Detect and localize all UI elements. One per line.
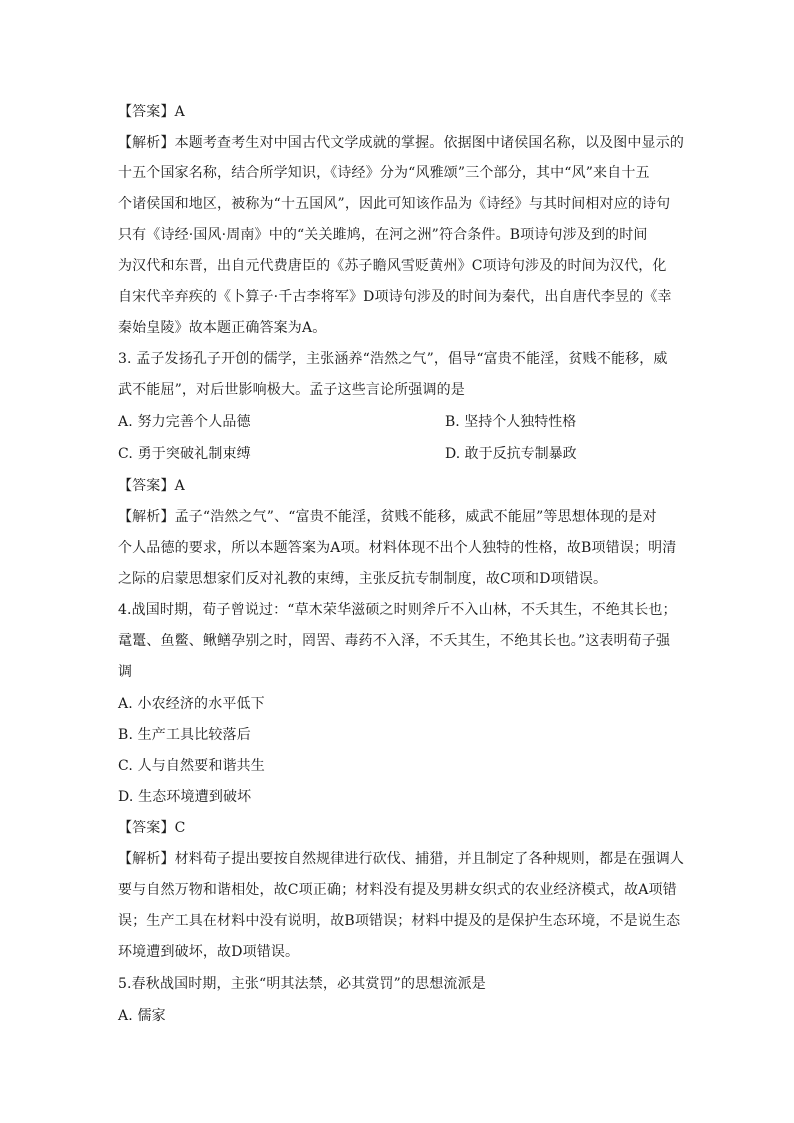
q4-analysis-line: 误；生产工具在材料中没有说明，故B项错误；材料中提及的是保护生态环境，不是说生态 [118, 913, 681, 929]
q3-option-c: C. 勇于突破礼制束缚 [118, 446, 251, 462]
q3-stem-line: 3. 孟子发扬孔子开创的儒学，主张涵养“浩然之气”，倡导“富贵不能淫，贫贱不能移，威 [118, 351, 668, 367]
q4-option-d: D. 生态环境遭到破坏 [118, 789, 252, 805]
q2-analysis-line: 个诸侯国和地区，被称为“十五国风”，因此可知该作品为《诗经》与其时间相对应的诗句 [118, 196, 671, 212]
q2-analysis-line: 秦始皇陵》故本题正确答案为A。 [118, 320, 327, 336]
q4-analysis-line: 【解析】材料荀子提出要按自然规律进行砍伐、捕猎，并且制定了各种规则，都是在强调人 [118, 851, 684, 867]
q3-analysis-line: 个人品德的要求，所以本题答案为A项。材料体现不出个人独特的性格，故B项错误；明清 [118, 540, 677, 556]
q4-analysis-line: 环境遭到破坏，故D项错误。 [118, 944, 300, 960]
q4-option-c: C. 人与自然要和谐共生 [118, 758, 265, 774]
q3-option-a: A. 努力完善个人品德 [118, 414, 251, 430]
q2-analysis-line: 十五个国家名称，结合所学知识，《诗经》分为“风雅颂”三个部分，其中“风”来自十五 [118, 165, 650, 181]
q3-stem-line: 武不能屈”，对后世影响极大。孟子这些言论所强调的是 [118, 382, 465, 398]
q4-option-a: A. 小农经济的水平低下 [118, 696, 265, 712]
q3-answer: 【答案】A [118, 478, 185, 494]
q2-answer: 【答案】A [118, 104, 185, 120]
q3-analysis-line: 之际的启蒙思想家们反对礼教的束缚，主张反抗专制制度，故C项和D项错误。 [118, 571, 608, 587]
q5-stem-line: 5.春秋战国时期，主张“明其法禁，必其赏罚”的思想流派是 [118, 976, 486, 992]
q2-analysis-line: 只有《诗经·国风·周南》中的“关关雎鸠，在河之洲”符合条件。B项诗句涉及到的时间 [118, 227, 648, 243]
q3-analysis-line: 【解析】孟子“浩然之气”、“富贵不能淫，贫贱不能移，威武不能屈”等思想体现的是对 [118, 509, 657, 525]
q4-option-b: B. 生产工具比较落后 [118, 727, 251, 743]
q3-option-d: D. 敢于反抗专制暴政 [445, 446, 577, 462]
q4-answer: 【答案】C [118, 820, 186, 836]
q2-analysis-line: 为汉代和东晋，出自元代费唐臣的《苏子瞻风雪贬黄州》C项诗句涉及的时间为汉代，化 [118, 258, 667, 274]
q4-analysis-line: 要与自然万物和谐相处，故C项正确；材料没有提及男耕女织式的农业经济模式，故A项错 [118, 882, 677, 898]
q3-option-b: B. 坚持个人独特性格 [445, 414, 577, 430]
q4-stem-line: 调 [118, 664, 133, 680]
q4-stem-line: 鼋鼍、鱼鳖、鳅鳝孕别之时，罔罟、毒药不入泽，不夭其生，不绝其长也。”这表明荀子强 [118, 633, 671, 649]
q2-analysis-line: 【解析】本题考查考生对中国古代文学成就的掌握。依据图中诸侯国名称，以及图中显示的 [118, 135, 684, 151]
q5-option-a: A. 儒家 [118, 1008, 166, 1024]
q2-analysis-line: 自宋代辛弃疾的《卜算子·千古李将军》D项诗句涉及的时间为秦代，出自唐代李昱的《幸 [118, 289, 672, 305]
q4-stem-line: 4.战国时期，荀子曾说过：“草木荣华滋硕之时则斧斤不入山林，不夭其生，不绝其长也； [118, 602, 677, 618]
